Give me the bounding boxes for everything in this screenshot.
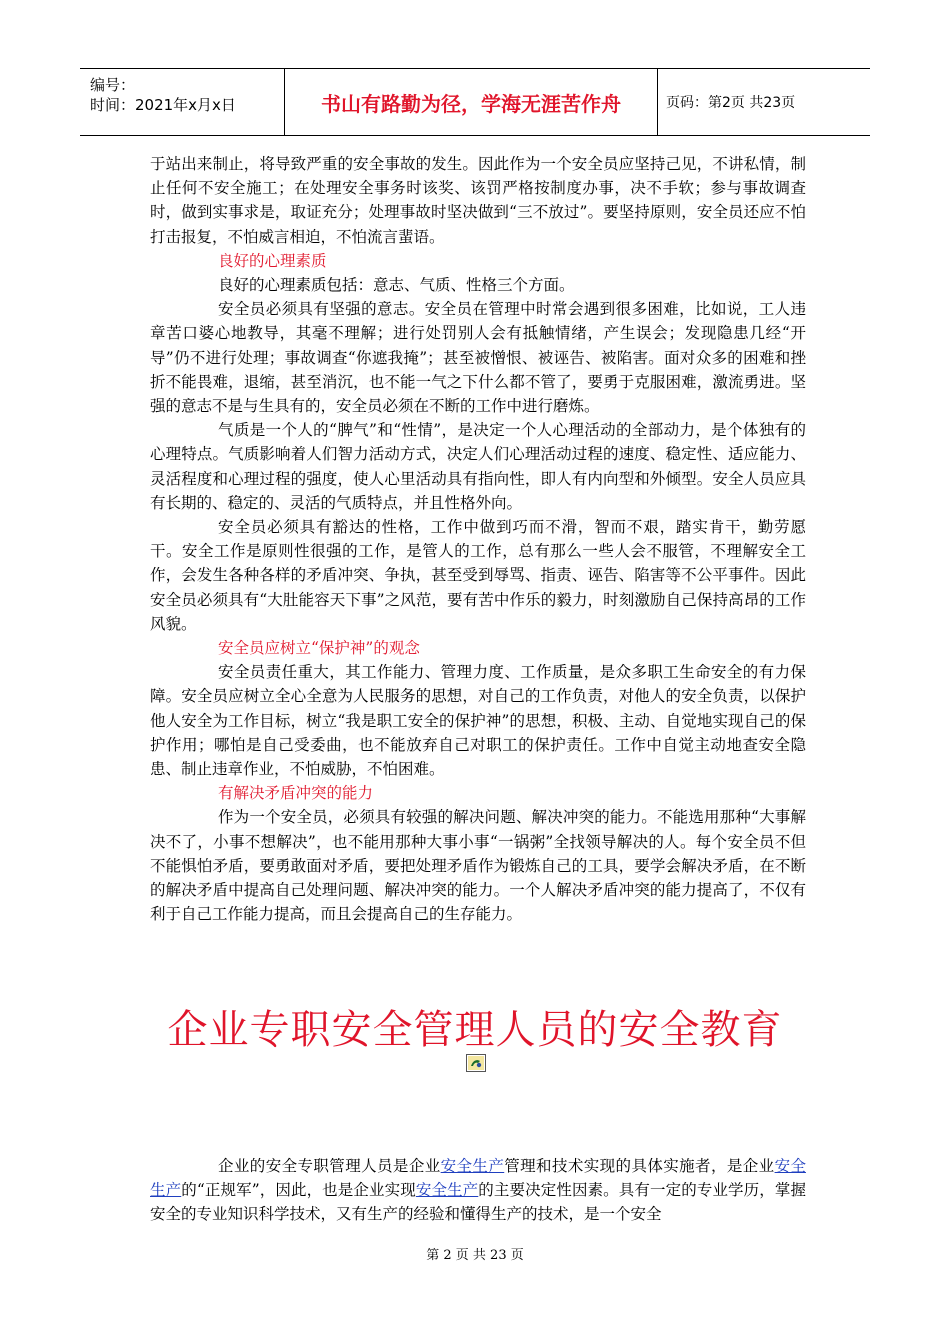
link-safety-production[interactable]: 安全生产	[415, 1181, 479, 1200]
article-title: 企业专职安全管理人员的安全教育	[167, 1007, 783, 1053]
second-article	[150, 1154, 806, 1227]
text-segment: 的“正规军”，因此，也是企业实现	[181, 1181, 416, 1200]
image-placeholder-icon	[468, 1056, 484, 1070]
header-motto: 书山有路勤为径，学海无涯苦作舟	[285, 69, 658, 135]
paragraph	[150, 1154, 806, 1227]
link-safety-production[interactable]: 安全生产	[440, 1157, 505, 1175]
section-heading: 有解决矛盾冲突的能力	[218, 784, 374, 803]
text-segment: 管理和技术实现的具体实施者，是企业	[504, 1157, 775, 1175]
section-heading: 良好的心理素质	[218, 251, 327, 270]
text-segment: 企业的安全专职管理人员是企业	[218, 1157, 441, 1175]
small-image-icon[interactable]	[466, 1054, 486, 1072]
section-heading: 安全员应树立“保护神”的观念	[218, 639, 420, 658]
main-content	[150, 152, 806, 927]
page-header	[80, 68, 870, 136]
paragraph: 良好的心理素质包括：意志、气质、性格三个方面。	[218, 276, 575, 295]
text-segment: 的主要决定性因素。具有一定的专业学历，掌握安全的专业知识科学技术，又有生产的经验和懂得生产的技术，是一个安全	[150, 1181, 806, 1224]
header-page-info: 页码：第2页 共23页	[666, 95, 796, 111]
paragraph: 作为一个安全员，必须具有较强的解决问题、解决冲突的能力。不能选用那种“大事解决不了，小事不想解决”，也不能用那种大事小事“一锅粥”全找领导解决的人。每个安全员不但不能惧怕矛盾，要勇敢面对矛盾，要把处理矛盾作为锻炼自己的工具，要学会解决矛盾，在不断的解决矛盾中提高自己处理问题、解决冲突的能力。一个人解决矛盾冲突的能力提高了，不仅有利于自己工作能力提高，而且会提高自己的生存能力。	[150, 808, 806, 924]
number-label: 编号：	[90, 76, 136, 94]
time-label: 时间：2021年x月x日	[90, 96, 236, 114]
paragraph: 安全员必须具有坚强的意志。安全员在管理中时常会遇到很多困难，比如说，工人违章苦口婆心地教导，其毫不理解；进行处罚别人会有抵触情绪，产生误会；发现隐患几经“开导”仍不进行处理；事故调查“你遮我掩”；甚至被憎恨、被诬告、被陷害。面对众多的困难和挫折不能畏难，退缩，甚至消沉，也不能一气之下什么都不管了，要勇于克服困难，激流勇进。坚强的意志不是与生具有的，安全员必须在不断的工作中进行磨炼。	[150, 300, 806, 416]
link-safety-production[interactable]: 安全生产	[150, 1157, 806, 1200]
paragraph: 安全员必须具有豁达的性格，工作中做到巧而不滑，智而不艰，踏实肯干，勤劳愿干。安全工作是原则性很强的工作，是管人的工作，总有那么一些人会不服管，不理解安全工作，会发生各种各样的矛盾冲突、争执，甚至受到辱骂、指责、诬告、陷害等不公平事件。因此安全员必须具有“大肚能容天下事”之风范，要有苦中作乐的毅力，时刻激励自己保持高昂的工作风貌。	[150, 518, 806, 633]
paragraph: 气质是一个人的“脾气”和“性情”，是决定一个人心理活动的全部动力，是个体独有的心理特点。气质影响着人们智力活动方式，决定人们心理活动过程的速度、稳定性、适应能力、灵活程度和心理过程的强度，使人心里活动具有指向性，即人有内向型和外倾型。安全人员应具有长期的、稳定的、灵活的气质特点，并且性格外向。	[150, 421, 806, 512]
header-meta	[80, 69, 285, 135]
paragraph: 于站出来制止，将导致严重的安全事故的发生。因此作为一个安全员应坚持己见，不讲私情，制止任何不安全施工；在处理安全事务时该奖、该罚严格按制度办事，决不手软；参与事故调查时，做到实事求是，取证充分；处理事故时坚决做到“三不放过”。要坚持原则，安全员还应不怕打击报复，不怕威言相迫，不怕流言蜚语。	[150, 155, 806, 246]
paragraph: 安全员责任重大，其工作能力、管理力度、工作质量，是众多职工生命安全的有力保障。安全员应树立全心全意为人民服务的思想，对自己的工作负责，对他人的安全负责，以保护他人安全为工作目标，树立“我是职工安全的保护神”的思想，积极、主动、自觉地实现自己的保护作用；哪怕是自己受委曲，也不能放弃自己对职工的保护责任。工作中自觉主动地查安全隐患、制止违章作业，不怕威胁，不怕困难。	[150, 663, 806, 779]
page-footer: 第 2 页 共 23 页	[426, 1248, 524, 1263]
